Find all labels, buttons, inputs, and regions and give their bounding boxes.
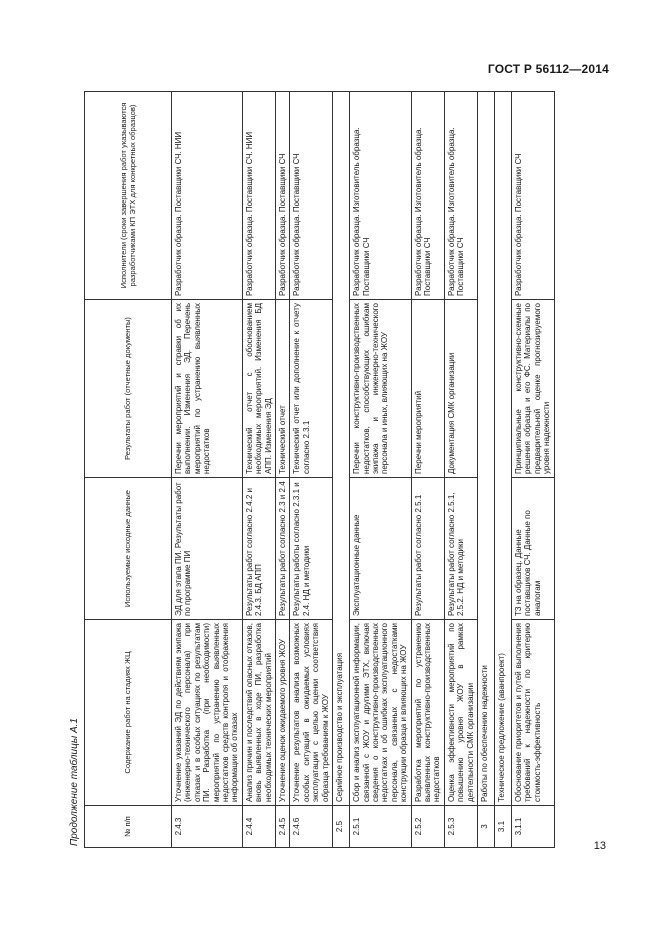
table-header-row (85, 92, 172, 848)
cell-input: Результаты работ согласно 2.4.2 и 2.4.3. БД АПП (242, 478, 275, 620)
cell-content: Разработка мероприятий по устранению выявленных конструктивно-производственных недостатков (411, 620, 444, 806)
cell-num: 2.5.1 (350, 806, 411, 848)
col-header-input: Используемые исходные данные (85, 478, 172, 620)
cell-num: 3.1 (494, 806, 511, 848)
cell-results: Перечни мероприятий и справки об их выполнении. Изменения ЭД. Перечень мероприятий по устранению выявленных недостатков (172, 300, 243, 478)
cell-num: 2.4.6 (290, 806, 333, 848)
cell-num: 2.4.4 (242, 806, 275, 848)
table-caption: Продолжение таблицы А.1 (69, 718, 80, 846)
cell-num: 2.5.2 (411, 806, 444, 848)
cell-num: 2.5 (333, 806, 350, 848)
table-row (350, 92, 411, 848)
cell-results: Технический отчет (276, 300, 290, 478)
cell-section-title: Серийное производство и эксплуатация (333, 92, 350, 806)
cell-section-title: Работы по обеспечению надежности (477, 92, 494, 806)
document-code: ГОСТ Р 56112—2014 (487, 62, 609, 76)
table-section-row (494, 92, 511, 848)
table-row (511, 92, 554, 848)
table-section-row (333, 92, 350, 848)
cell-content: Анализ причин и последствий опасных отказов, вновь выявленных в ходе ПИ, разработка необходимых технических мероприятий (242, 620, 275, 806)
cell-performers: Разработчик образца. Поставщики СЧ (276, 92, 290, 300)
works-table (84, 91, 555, 848)
cell-performers: Разработчик образца. Поставщики СЧ. НИИ (172, 92, 243, 300)
cell-performers: Разработчик образца. Поставщики СЧ (290, 92, 333, 300)
cell-num: 2.4.5 (276, 806, 290, 848)
cell-input: Результаты работы согласно 2.3.1 и 2.4. НД и методики (290, 478, 333, 620)
col-header-num: № п/п (85, 806, 172, 848)
cell-performers: Разработчик образца. Поставщики СЧ. НИИ (242, 92, 275, 300)
cell-results: Документация СМК организации (444, 300, 477, 478)
table-section-row (477, 92, 494, 848)
cell-input: ЭД для этапа ПИ. Результаты работ по программе ПИ (172, 478, 243, 620)
cell-performers: Разработчик образца. Изготовитель образца. Поставщики СЧ (350, 92, 411, 300)
cell-num: 2.4.3 (172, 806, 243, 848)
cell-content: Сбор и анализ эксплуатационной информации, связанной с ЖОУ и другими ЭТХ, включая сведения о конструктивно-производственных недостатках и об ошибках эксплуатационного персонала, связанных с недостатками конструкции образца и влияющих на ЖОУ (350, 620, 411, 806)
cell-input: Эксплуатационные данные (350, 478, 411, 620)
cell-content: Уточнение результатов анализа возможных особых ситуаций в ожидаемых условиях эксплуатации с целью оценки соответствия образца требованиям к ЖОУ (290, 620, 333, 806)
cell-content: Обоснование приоритетов и путей выполнения требований к надежности по критерию стоимость-эффективность (511, 620, 554, 806)
table-row (444, 92, 477, 848)
cell-results: Перечни конструктивно-производственных недостатков, способствующих ошибкам экипажа и инженерно-технического персонала и иных, влияющих на ЖОУ (350, 300, 411, 478)
rotated-table-container (66, 92, 606, 848)
cell-num: 2.5.3 (444, 806, 477, 848)
cell-content: Оценка эффективности мероприятий по повышению уровня ЖОУ в рамках деятельности СМК организации (444, 620, 477, 806)
table-row (411, 92, 444, 848)
cell-results: Технический отчет с обоснованием необходимых мероприятий. Изменения БД АПП. Изменения ЭД (242, 300, 275, 478)
cell-performers: Разработчик образца. Поставщики СЧ (511, 92, 554, 300)
cell-num: 3 (477, 806, 494, 848)
table-row (242, 92, 275, 848)
cell-results: Технический отчет или дополнение к отчету согласно 2.3.1 (290, 300, 333, 478)
table-row (290, 92, 333, 848)
cell-content: Уточнение указаний ЭД по действиям экипажа (инженерно-технического персонала) при отказах и в особых ситуациях по результатам ПИ. Разработка (при необходимости) мероприятий по устранению выявленных недостатков средств контроля и отображения информации об отказах (172, 620, 243, 806)
table-row (172, 92, 243, 848)
cell-input: Результаты работ согласно 2.3 и 2.4 (276, 478, 290, 620)
table-row (276, 92, 290, 848)
col-header-content: Содержание работ на стадиях ЖЦ (85, 620, 172, 806)
col-header-results: Результаты работ (отчетные документы) (85, 300, 172, 478)
cell-performers: Разработчик образца. Изготовитель образца. Поставщики СЧ (444, 92, 477, 300)
cell-input: Результаты работ согласно 2.5.1 (411, 478, 444, 620)
cell-input: Результаты работ согласно 2.5.1, 2.5.2. НД и методики (444, 478, 477, 620)
col-header-performers: Исполнители (сроки завершения работ указываются разработчиками КП ЭТХ для конкретных образцов) (85, 92, 172, 300)
cell-content: Уточнение оценок ожидаемого уровня ЖОУ (276, 620, 290, 806)
cell-num: 3.1.1 (511, 806, 554, 848)
cell-input: ТЗ на образец. Данные поставщиков СЧ. Данные по аналогам (511, 478, 554, 620)
cell-results: Перечни мероприятий (411, 300, 444, 478)
cell-results: Принципиальные конструктивно-схемные решения образца и его ФС. Материалы по предварительной оценке прогнозируемого уровня надежности (511, 300, 554, 478)
cell-performers: Разработчик образца. Изготовитель образца. Поставщики СЧ (411, 92, 444, 300)
cell-section-title: Техническое предложение (аванпроект) (494, 92, 511, 806)
page-number: 13 (593, 840, 606, 852)
